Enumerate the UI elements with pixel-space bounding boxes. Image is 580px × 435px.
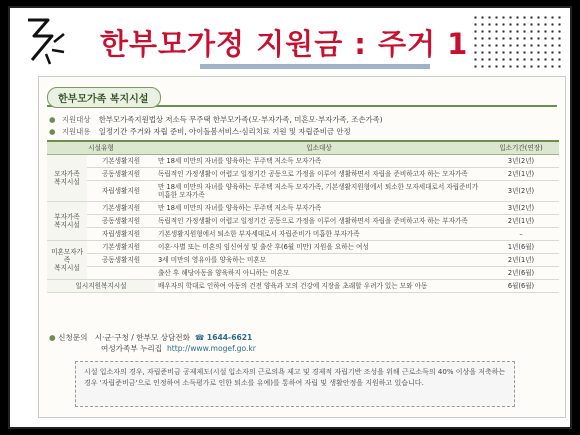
target-cell: 출산 후 해당아동을 양육하지 아니하는 미혼모: [155, 267, 483, 280]
period-cell: 2년(1년): [483, 254, 559, 267]
table-row: [47, 241, 559, 254]
document-heading: 한부모가족 복지시설: [47, 87, 161, 108]
content-text: 일정기간 주거와 자립 준비, 아이돌봄서비스·심리치료 지원 및 자립준비금 안정: [98, 127, 351, 136]
burst-icon: [24, 16, 68, 66]
target-cell: 만 18세 미만의 자녀를 양육하는 무주택 저소득 부자가족: [155, 202, 483, 215]
period-cell: 3년(2년): [483, 202, 559, 215]
period-cell: 2년(1년): [483, 215, 559, 228]
bullet-icon: ●: [49, 127, 56, 136]
support-type-cell: [87, 267, 155, 280]
contact-url-link[interactable]: http://www.mogef.go.kr: [166, 344, 256, 353]
facility-table: [47, 140, 559, 293]
contact-line2: 여성가족부 누리집: [101, 344, 163, 353]
table-row: [47, 228, 559, 241]
title-underline: [200, 64, 430, 69]
table-row: [47, 280, 559, 293]
content-label: 지원내용: [61, 127, 91, 136]
facility-cell: 일시지원복지시설: [47, 280, 155, 293]
period-cell: –: [483, 228, 559, 241]
table-row: [47, 267, 559, 280]
target-cell: 독립적인 가정생활이 어렵고 일정기간 공동으로 가정을 이루어 생활하면서 자립을 준비하고자 하는 부자가족: [155, 215, 483, 228]
period-cell: 1년(6월): [483, 241, 559, 254]
slide-frame: [8, 6, 572, 429]
facility-cell: 미혼모자가족 복지시설: [47, 241, 87, 280]
support-type-cell: 공동생활지원: [87, 254, 155, 267]
facility-cell: 모자가족 복지시설: [47, 155, 87, 202]
document-image: [38, 76, 566, 418]
support-type-cell: 기본생활지원: [87, 155, 155, 168]
support-type-cell: 기본생활지원: [87, 202, 155, 215]
period-cell: 3년(2년): [483, 155, 559, 168]
target-text: 한부모가족지원법상 저소득 무주택 한부모가족(모·부자가족, 미혼모·부자가족, 조손가족): [98, 115, 383, 124]
contact-line1: 시·군·구청 / 한부모 상담전화: [94, 333, 190, 342]
support-type-cell: 자립생활지원: [87, 228, 155, 241]
target-cell: 독립적인 가정생활이 어렵고 일정기간 공동으로 가정을 이루어 생활하면서 자립을 준비하고자 하는 모자가족: [155, 168, 483, 181]
bullet-icon: ●: [49, 115, 56, 124]
period-cell: 2년(6월): [483, 267, 559, 280]
column-header-facility: 시설유형: [47, 141, 155, 155]
bullet-icon: ●: [49, 333, 56, 342]
table-row: [47, 181, 559, 202]
savings-note-box: 시설 입소자의 경우, 자립준비금 공제제도(시설 입소자의 근로의욕 제고 및 경제적 자립기반 조성을 위해 근로소득의 40% 이상을 저축하는 경우 '자립준비금'으로 인정하여 소득평가로 인한 퇴소를 유예)를 통하여 자립 및 생활안정을 지원하고 있습니다.: [75, 361, 515, 407]
support-type-cell: 공동생활지원: [87, 168, 155, 181]
table-row: [47, 254, 559, 267]
period-cell: 6월(6월): [483, 280, 559, 293]
target-cell: 만 18세 미만의 자녀를 양육하는 무주택 저소득 모자가족: [155, 155, 483, 168]
target-cell: 3세 미만의 영유아를 양육하는 미혼모: [155, 254, 483, 267]
support-type-cell: 기본생활지원: [87, 241, 155, 254]
column-header-period: 입소기간(연장): [483, 141, 559, 155]
contact-phone: ☎ 1644-6621: [194, 333, 253, 342]
contact-info: [49, 332, 256, 354]
slide-title: 한부모가정 지원금 : 주거 1: [100, 27, 469, 61]
contact-label: 신청문의: [58, 333, 88, 342]
support-type-cell: 자립생활지원: [87, 181, 155, 202]
facility-cell: 부자가족 복지시설: [47, 202, 87, 241]
table-row: [47, 155, 559, 168]
document-heading-bar: [47, 87, 557, 107]
column-header-target: 입소대상: [155, 141, 483, 155]
target-label: 지원대상: [61, 115, 91, 124]
period-cell: 3년(2년): [483, 181, 559, 202]
support-type-cell: 공동생활지원: [87, 215, 155, 228]
table-row: [47, 168, 559, 181]
period-cell: 2년(1년): [483, 168, 559, 181]
content-row: [49, 127, 351, 137]
table-row: [47, 215, 559, 228]
target-cell: 배우자의 학대로 인하여 아동의 건전 양육과 모의 건강에 지장을 초래할 우려가 있는 모와 아동: [155, 280, 483, 293]
table-row: [47, 202, 559, 215]
target-cell: 만 18세 미만의 자녀를 양육하는 무주택 저소득 모자가족, 기본생활지원형에서 퇴소한 모자세대로서 자립준비가 미흡한 모자가족: [155, 181, 483, 202]
target-row: [49, 115, 383, 125]
target-cell: 이혼·사별 또는 미혼의 임신여성 및 출산 후(6월 미만) 지원을 요하는 여성: [155, 241, 483, 254]
target-cell: 기본생활지원형에서 퇴소한 부자세대로서 자립준비가 미흡한 부자가족: [155, 228, 483, 241]
dot-pattern-decoration: [472, 14, 564, 70]
